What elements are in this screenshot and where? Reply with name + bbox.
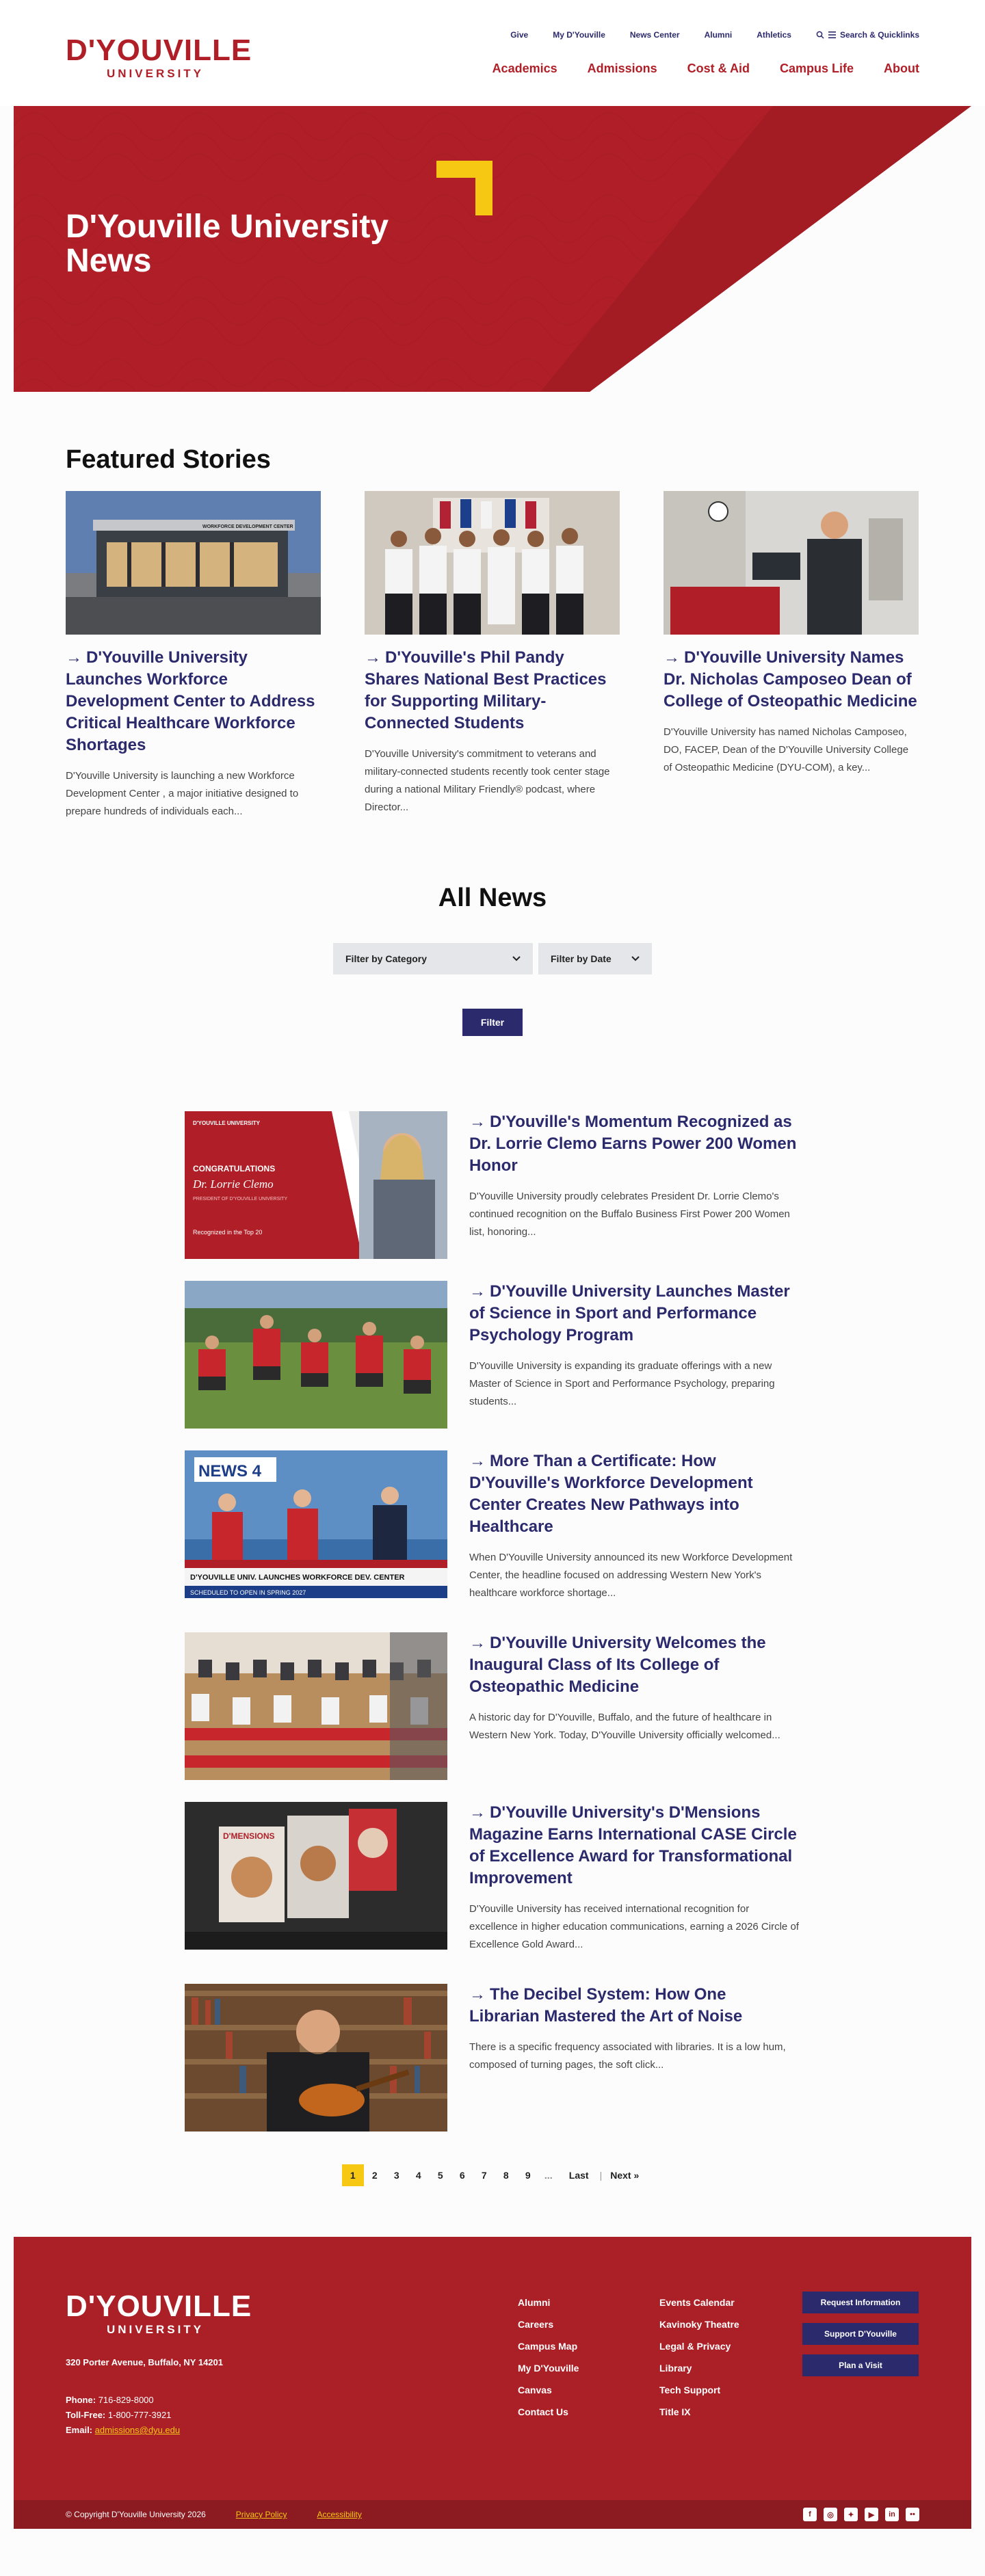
search-quicklinks-label: Search & Quicklinks: [839, 30, 919, 40]
page-link[interactable]: 2: [371, 2170, 378, 2181]
news-item: [185, 1802, 800, 1954]
footer-cta-buttons: [802, 2292, 919, 2386]
footer-link-alumni[interactable]: Alumni: [518, 2297, 551, 2308]
footer-link-kavinoky-theatre[interactable]: Kavinoky Theatre: [659, 2319, 739, 2330]
featured-title: D'Youville University Launches Workforce Development Center to Address Critical Healthcare Workforce Shortages: [66, 648, 315, 754]
featured-excerpt: D'Youville University's commitment to veterans and military-connected students recently took center stage during a national Military Friendly® podcast, where Director...: [365, 748, 610, 813]
arrow-right-icon: →: [469, 1113, 486, 1131]
pagination-separator: |: [599, 2170, 603, 2181]
filter-button[interactable]: Filter: [462, 1009, 523, 1036]
news-title-link[interactable]: [469, 1634, 766, 1696]
plan-visit-button[interactable]: Plan a Visit: [802, 2354, 919, 2376]
chevron-down-icon: [631, 956, 640, 961]
news-image[interactable]: [185, 1984, 447, 2132]
date-filter-label: Filter by Date: [551, 953, 612, 964]
news-excerpt: D'Youville University proudly celebrates President Dr. Lorrie Clemo's continued recognition on the Buffalo Business First Power 200 Women list, honoring...: [469, 1191, 790, 1238]
pagination-ellipsis: ...: [544, 2170, 553, 2181]
featured-title: D'Youville University Names Dr. Nicholas Camposeo Dean of College of Osteopathic Medicine: [664, 648, 917, 711]
featured-image[interactable]: [664, 491, 919, 635]
news-image[interactable]: [185, 1450, 447, 1598]
featured-card: [365, 491, 620, 821]
page-link[interactable]: 9: [525, 2170, 531, 2181]
footer-link-tech-support[interactable]: Tech Support: [659, 2385, 721, 2395]
news-title: D'Youville University's D'Mensions Magazine Earns International CASE Circle of Excellence Award for Transformational Improvement: [469, 1803, 797, 1887]
page-link[interactable]: 7: [481, 2170, 487, 2181]
arrow-right-icon: →: [469, 1282, 486, 1301]
flickr-icon[interactable]: ••: [906, 2508, 919, 2521]
featured-excerpt: D'Youville University has named Nicholas Camposeo, DO, FACEP, Dean of the D'Youville University College of Osteopathic Medicine (DYU-COM), a key...: [664, 726, 909, 773]
hero-banner: [14, 106, 971, 392]
footer-links-col-1: [518, 2292, 579, 2423]
news-title: More Than a Certificate: How D'Youville's Workforce Development Center Creates New Pathways into Healthcare: [469, 1452, 753, 1536]
svg-text:SCHEDULED TO OPEN IN SPRING 20: SCHEDULED TO OPEN IN SPRING 2027: [190, 1589, 306, 1596]
news-excerpt: D'Youville University has received international recognition for excellence in higher education communications, earning a 2026 Circle of Excellence Gold Award...: [469, 1903, 799, 1950]
facebook-icon[interactable]: f: [803, 2508, 817, 2521]
category-filter-select[interactable]: [333, 943, 533, 974]
support-dyouville-button[interactable]: Support D'Youville: [802, 2323, 919, 2345]
nav-about[interactable]: About: [884, 62, 919, 75]
category-filter-label: Filter by Category: [345, 953, 428, 964]
featured-title: D'Youville's Phil Pandy Shares National Best Practices for Supporting Military-Connected Students: [365, 648, 607, 732]
page-link-current[interactable]: 1: [342, 2164, 364, 2186]
arrow-right-icon: →: [469, 1803, 486, 1822]
footer-links-col-2: [659, 2292, 739, 2423]
news-excerpt: D'Youville University is expanding its graduate offerings with a new Master of Science in Sport and Performance Psychology, preparing students...: [469, 1360, 775, 1407]
utility-link-my-dyouville[interactable]: My D'Youville: [553, 30, 605, 40]
svg-text:D'YOUVILLE UNIV. LAUNCHES WORK: D'YOUVILLE UNIV. LAUNCHES WORKFORCE DEV. CENTER: [190, 1574, 405, 1582]
footer-logo-subtitle: UNIVERSITY: [107, 2323, 205, 2336]
email-label: Email:: [66, 2425, 93, 2435]
utility-link-alumni[interactable]: Alumni: [704, 30, 733, 40]
site-logo[interactable]: [66, 34, 252, 82]
phone-link[interactable]: 716-829-8000: [98, 2395, 154, 2405]
featured-excerpt: D'Youville University is launching a new Workforce Development Center , a major initiative designed to prepare hundreds of individuals each...: [66, 770, 299, 817]
nav-admissions[interactable]: Admissions: [587, 62, 657, 75]
svg-text:PRESIDENT OF D'YOUVILLE UNIVER: PRESIDENT OF D'YOUVILLE UNIVERSITY: [193, 1197, 288, 1201]
page-link[interactable]: 4: [415, 2170, 421, 2181]
page-link-last[interactable]: Last: [568, 2170, 589, 2181]
youtube-icon[interactable]: ▶: [865, 2508, 878, 2521]
footer-link-title-ix[interactable]: Title IX: [659, 2406, 691, 2417]
menu-icon: [828, 31, 836, 38]
svg-text:NEWS 4: NEWS 4: [198, 1462, 262, 1480]
footer-logo-wordmark: D'YOUVILLE: [66, 2289, 252, 2323]
news-list: [185, 1111, 800, 2132]
footer-logo[interactable]: [66, 2289, 252, 2337]
footer-link-legal-privacy[interactable]: Legal & Privacy: [659, 2341, 731, 2352]
footer-bottom-bar: [14, 2500, 971, 2529]
news-image[interactable]: [185, 1111, 447, 1259]
nav-cost-aid[interactable]: Cost & Aid: [687, 62, 750, 75]
tollfree-link[interactable]: 1-800-777-3921: [107, 2410, 172, 2420]
news-image[interactable]: [185, 1802, 447, 1950]
svg-text:Recognized in the Top 20: Recognized in the Top 20: [193, 1229, 263, 1236]
page-link[interactable]: 8: [503, 2170, 509, 2181]
footer-link-my-dyouville[interactable]: My D'Youville: [518, 2363, 579, 2374]
email-link[interactable]: admissions@dyu.edu: [94, 2425, 181, 2435]
nav-campus-life[interactable]: Campus Life: [779, 62, 854, 75]
news-excerpt: There is a specific frequency associated with libraries. It is a low hum, composed of turning pages, the soft click...: [469, 2041, 786, 2071]
social-links: [803, 2508, 919, 2521]
footer-link-library[interactable]: Library: [659, 2363, 692, 2374]
news-image[interactable]: [185, 1281, 447, 1429]
arrow-right-icon: →: [469, 1452, 486, 1470]
footer-contact: [66, 2393, 180, 2438]
utility-link-athletics[interactable]: Athletics: [757, 30, 791, 40]
page-link[interactable]: 5: [437, 2170, 443, 2181]
arrow-right-icon: →: [66, 648, 82, 667]
featured-title-link[interactable]: [66, 648, 315, 754]
page-title: D'Youville University News: [66, 209, 389, 279]
featured-stories: [0, 392, 985, 821]
featured-image[interactable]: [365, 491, 620, 635]
nav-academics[interactable]: Academics: [492, 62, 557, 75]
search-icon: [816, 31, 824, 39]
news-title-link[interactable]: [469, 1282, 790, 1344]
phone-label: Phone:: [66, 2395, 96, 2405]
news-title: D'Youville's Momentum Recognized as Dr. Lorrie Clemo Earns Power 200 Women Honor: [469, 1113, 797, 1175]
news-excerpt: A historic day for D'Youville, Buffalo, and the future of healthcare in Western New York. Today, D'Youville University officially welcomed...: [469, 1712, 780, 1741]
twitter-icon[interactable]: ✦: [844, 2508, 858, 2521]
utility-nav: [486, 30, 919, 40]
linkedin-icon[interactable]: in: [885, 2508, 899, 2521]
copyright-text: © Copyright D'Youville University 2026: [66, 2510, 206, 2519]
search-quicklinks-button[interactable]: [816, 30, 919, 40]
featured-heading: Featured Stories: [66, 445, 271, 474]
logo-wordmark: D'YOUVILLE: [66, 34, 252, 67]
accessibility-link[interactable]: Accessibility: [317, 2510, 362, 2519]
news-item: [185, 1632, 800, 1780]
news-excerpt: When D'Youville University announced its new Workforce Development Center, the headline focused on addressing Western New York's healthcare workforce shortage...: [469, 1552, 793, 1599]
date-filter-select[interactable]: [538, 943, 652, 974]
svg-text:D'MENSIONS: D'MENSIONS: [223, 1831, 275, 1841]
footer-link-contact-us[interactable]: Contact Us: [518, 2406, 568, 2417]
news-item: [185, 1111, 800, 1259]
arrow-right-icon: →: [469, 1634, 486, 1652]
news-title: D'Youville University Welcomes the Inaugural Class of Its College of Osteopathic Medicine: [469, 1634, 766, 1696]
news-item: [185, 1984, 800, 2132]
utility-link-news-center[interactable]: News Center: [629, 30, 680, 40]
footer-link-campus-map[interactable]: Campus Map: [518, 2341, 578, 2352]
featured-card: [66, 491, 321, 821]
footer-link-careers[interactable]: Careers: [518, 2319, 554, 2330]
news-image[interactable]: [185, 1632, 447, 1780]
pagination: [0, 2164, 985, 2186]
footer-link-canvas[interactable]: Canvas: [518, 2385, 552, 2395]
tollfree-label: Toll-Free:: [66, 2410, 106, 2420]
arrow-right-icon: →: [469, 1985, 486, 2004]
featured-title-link[interactable]: [664, 648, 917, 711]
page-link[interactable]: 6: [459, 2170, 465, 2181]
footer-link-events-calendar[interactable]: Events Calendar: [659, 2297, 735, 2308]
news-item: [185, 1281, 800, 1429]
news-title: D'Youville University Launches Master of Science in Sport and Performance Psychology Program: [469, 1282, 790, 1344]
arrow-right-icon: →: [664, 648, 680, 667]
svg-text:CONGRATULATIONS: CONGRATULATIONS: [193, 1164, 276, 1173]
site-header: [0, 0, 985, 106]
news-title-link[interactable]: [469, 1803, 797, 1887]
news-title-link[interactable]: [469, 1113, 796, 1175]
news-item: [185, 1450, 800, 1602]
privacy-policy-link[interactable]: Privacy Policy: [235, 2510, 287, 2519]
footer-address: 320 Porter Avenue, Buffalo, NY 14201: [66, 2357, 224, 2367]
all-news-section: [0, 821, 985, 1036]
news-title: The Decibel System: How One Librarian Mastered the Art of Noise: [469, 1985, 743, 2026]
news-title-link[interactable]: [469, 1452, 753, 1536]
chevron-down-icon: [512, 956, 521, 961]
main-nav: [462, 62, 919, 76]
arrow-right-icon: →: [365, 648, 381, 667]
logo-subtitle: UNIVERSITY: [107, 67, 205, 80]
page-link[interactable]: 3: [393, 2170, 399, 2181]
featured-image[interactable]: [66, 491, 321, 635]
instagram-icon[interactable]: ◎: [824, 2508, 837, 2521]
utility-link-give[interactable]: Give: [510, 30, 529, 40]
request-information-button[interactable]: Request Information: [802, 2292, 919, 2313]
svg-text:Dr. Lorrie Clemo: Dr. Lorrie Clemo: [193, 1178, 274, 1191]
featured-card: [664, 491, 919, 821]
featured-title-link[interactable]: [365, 648, 607, 732]
svg-text:D'YOUVILLE UNIVERSITY: D'YOUVILLE UNIVERSITY: [193, 1120, 260, 1126]
featured-image-caption: WORKFORCE DEVELOPMENT CENTER: [202, 525, 293, 529]
site-footer: [14, 2237, 971, 2529]
all-news-heading: All News: [438, 884, 547, 912]
news-title-link[interactable]: [469, 1985, 742, 2026]
page-link-next[interactable]: Next »: [610, 2170, 640, 2181]
